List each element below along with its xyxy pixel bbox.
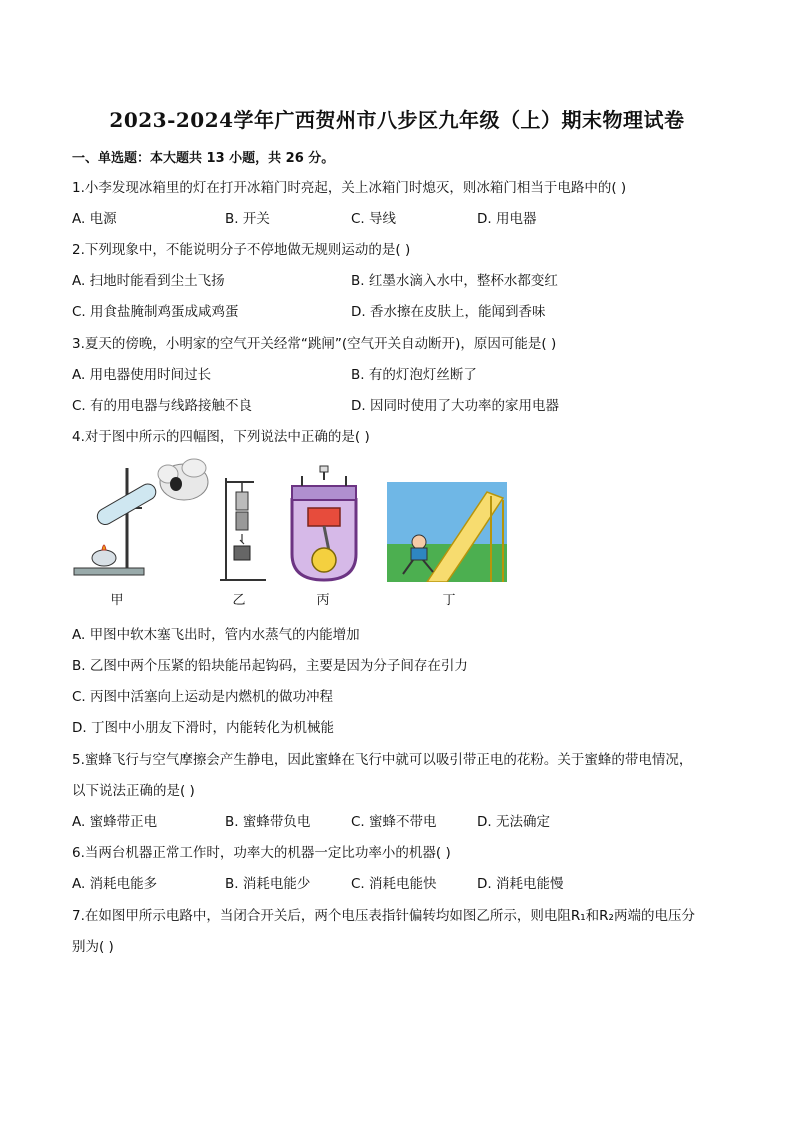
q6-option-d[interactable]: D. 消耗电能慢 (477, 876, 564, 892)
q1-option-a[interactable]: A. 电源 (72, 211, 117, 227)
q5-option-c[interactable]: C. 蜜蜂不带电 (351, 814, 437, 830)
q1-option-b[interactable]: B. 开关 (225, 211, 270, 227)
figure-ding-caption: 丁 (442, 593, 456, 608)
figure-yi-lead-blocks (218, 474, 270, 584)
figure-ding-slide (387, 482, 507, 582)
question-4-stem: 4.对于图中所示的四幅图，下列说法中正确的是( ) (72, 429, 370, 445)
q5-option-d[interactable]: D. 无法确定 (477, 814, 550, 830)
q3-option-d[interactable]: D. 因同时使用了大功率的家用电器 (351, 398, 559, 414)
q5-option-a[interactable]: A. 蜜蜂带正电 (72, 814, 158, 830)
q4-option-d[interactable]: D. 丁图中小朋友下滑时，内能转化为机械能 (72, 720, 334, 736)
question-2-stem: 2.下列现象中，不能说明分子不停地做无规则运动的是( ) (72, 242, 411, 258)
page-title: 2023-2024学年广西贺州市八步区九年级（上）期末物理试卷 (109, 108, 685, 132)
figure-bing-engine (288, 464, 360, 582)
question-7-stem-line2: 别为( ) (72, 939, 114, 955)
q3-option-c[interactable]: C. 有的用电器与线路接触不良 (72, 398, 253, 414)
q2-option-d[interactable]: D. 香水擦在皮肤上，能闻到香味 (351, 304, 546, 320)
q6-option-a[interactable]: A. 消耗电能多 (72, 876, 158, 892)
question-5-stem-line2: 以下说法正确的是( ) (72, 783, 195, 799)
figure-jia-caption: 甲 (110, 593, 124, 608)
question-1-stem: 1.小李发现冰箱里的灯在打开冰箱门时亮起，关上冰箱门时熄灭，则冰箱门相当于电路中的( ) (72, 180, 627, 196)
q6-option-c[interactable]: C. 消耗电能快 (351, 876, 437, 892)
question-3-stem: 3.夏天的傍晚，小明家的空气开关经常“跳闸”(空气开关自动断开)，原因可能是( ) (72, 336, 557, 352)
q4-option-c[interactable]: C. 丙图中活塞向上运动是内燃机的做功冲程 (72, 689, 334, 705)
q5-option-b[interactable]: B. 蜜蜂带负电 (225, 814, 311, 830)
q1-option-c[interactable]: C. 导线 (351, 211, 397, 227)
question-7-stem-line1: 7.在如图甲所示电路中，当闭合开关后，两个电压表指针偏转均如图乙所示，则电阻R₁和R₂两端的电压分 (72, 908, 695, 924)
question-5-stem-line1: 5.蜜蜂飞行与空气摩擦会产生静电，因此蜜蜂在飞行中就可以吸引带正电的花粉。关于蜜蜂的带电情况， (72, 752, 693, 768)
figure-bing-caption: 丙 (316, 593, 330, 608)
q3-option-a[interactable]: A. 用电器使用时间过长 (72, 367, 212, 383)
q1-option-d[interactable]: D. 用电器 (477, 211, 537, 227)
figure-jia-steam-cork (72, 458, 212, 580)
q6-option-b[interactable]: B. 消耗电能少 (225, 876, 311, 892)
q3-option-b[interactable]: B. 有的灯泡灯丝断了 (351, 367, 477, 383)
section-heading: 一、单选题：本大题共 13 小题，共 26 分。 (72, 151, 335, 166)
q4-option-b[interactable]: B. 乙图中两个压紧的铅块能吊起钩码，主要是因为分子间存在引力 (72, 658, 468, 674)
q2-option-b[interactable]: B. 红墨水滴入水中，整杯水都变红 (351, 273, 558, 289)
question-6-stem: 6.当两台机器正常工作时，功率大的机器一定比功率小的机器( ) (72, 845, 451, 861)
q2-option-c[interactable]: C. 用食盐腌制鸡蛋成咸鸡蛋 (72, 304, 239, 320)
q2-option-a[interactable]: A. 扫地时能看到尘土飞扬 (72, 273, 225, 289)
figure-yi-caption: 乙 (232, 593, 246, 608)
q4-option-a[interactable]: A. 甲图中软木塞飞出时，管内水蒸气的内能增加 (72, 627, 360, 643)
